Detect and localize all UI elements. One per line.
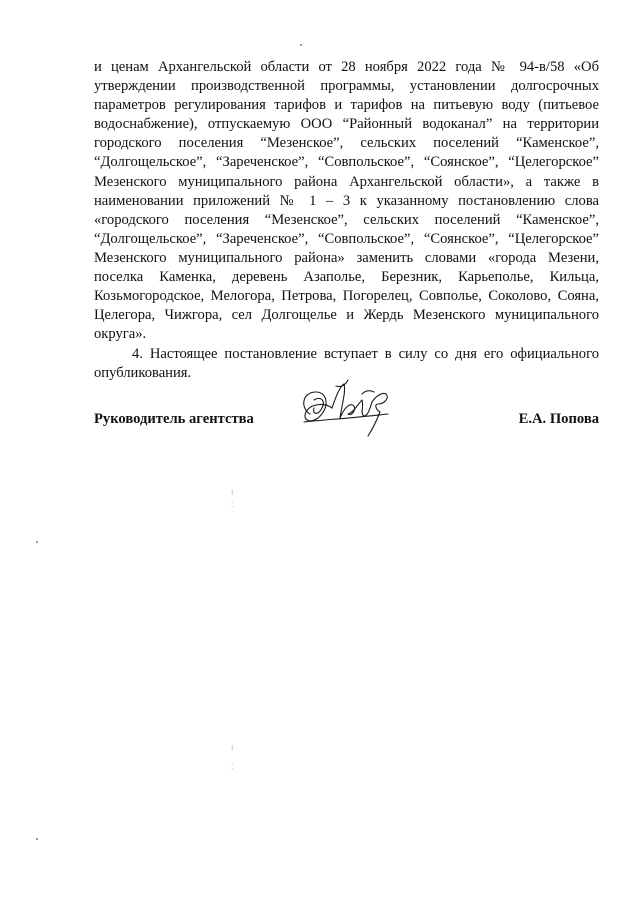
signer-title: Руководитель агентства	[94, 411, 254, 427]
signer-name: Е.А. Попова	[518, 411, 599, 427]
scan-speck	[36, 541, 38, 543]
paragraph-4-effective-date: 4. Настоящее постановление вступает в силу со дня его официального опубликования.	[94, 346, 599, 382]
scan-speck: ⁞	[231, 489, 234, 497]
scan-speck: ⁞	[231, 744, 234, 752]
scan-speck	[36, 838, 38, 840]
handwritten-signature	[292, 378, 402, 438]
paragraph-continuation: и ценам Архангельской области от 28 ноября 2022 года № 94-в/58 «Об утверждении производственной программы, установлении долгосрочных параметров регулирования тарифов и тарифов на питьевую воду (питьевое водоснабжение), отпускаемую ООО “Районный водоканал” на территории городского поселения “Мезенское”, сельских поселений “Каменское”, “Долгощельское”, “Зареченское”, “Совпольское”, “Соянское”, “Целегорское” Мезенского муниципального района Архангельской области», а также в наименовании приложений № 1 – 3 к указанному постановлению слова «городского поселения “Мезенское”, сельских поселений “Каменское”, “Долгощельское”, “Зареченское”, “Совпольское”, “Соянское”, “Целегорское” Мезенского муниципального района» заменить словами «города Мезени, поселка Каменка, деревень Азаполье, Березник, Карьеполье, Кильца, Козьмогородское, Мелогора, Петрова, Погорелец, Совполье, Соколово, Сояна, Целегора, Чижгора, сел Долгощелье и Жердь Мезенского муниципального округа».	[94, 59, 599, 343]
scan-speck: ⁚	[231, 501, 234, 509]
scan-speck	[300, 44, 302, 46]
scan-speck: ⁚	[231, 763, 234, 771]
